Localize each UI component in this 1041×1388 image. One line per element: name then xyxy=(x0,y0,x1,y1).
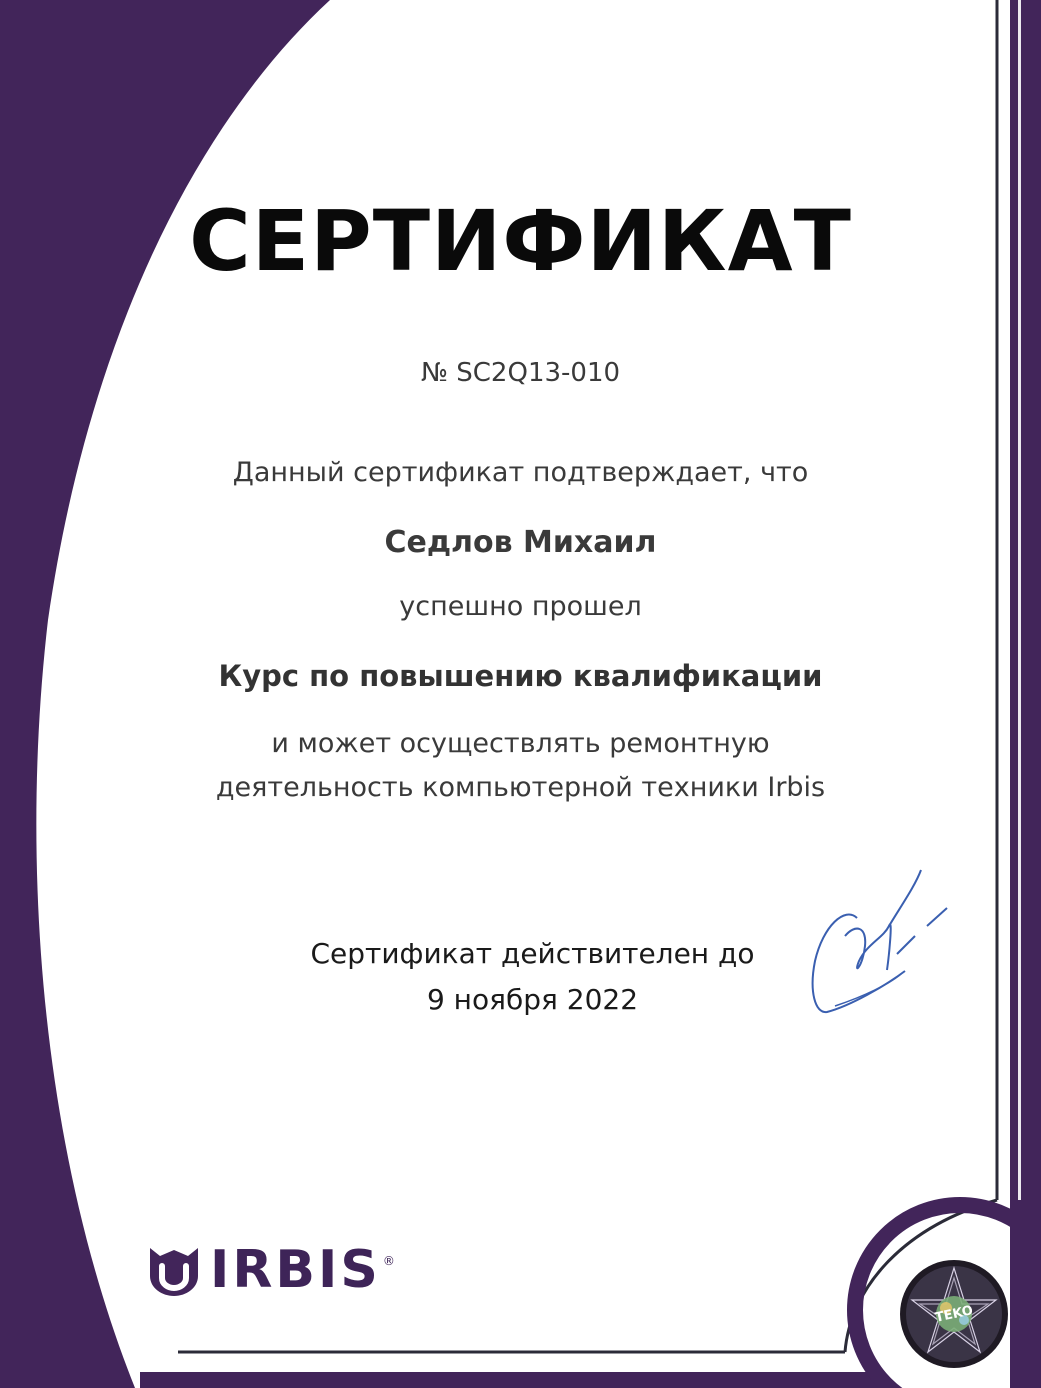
irbis-shield-icon xyxy=(146,1242,202,1298)
certificate-intro: Данный сертификат подтверждает, что xyxy=(232,457,809,488)
recipient-name: Седлов Михаил xyxy=(384,525,657,560)
certificate-number: № SC2Q13-010 xyxy=(420,358,621,388)
bottom-purple-strip xyxy=(140,1372,880,1388)
valid-until-label: Сертификат действителен до xyxy=(310,937,755,970)
signature-icon xyxy=(805,866,955,1026)
description-line-1: и может осуществлять ремонтную xyxy=(271,728,770,759)
course-name: Курс по повышению квалификации xyxy=(218,659,823,693)
certificate-title: СЕРТИФИКАТ xyxy=(189,192,852,290)
svg-text:TEKO: TEKO xyxy=(933,1303,975,1326)
valid-until-date: 9 ноября 2022 xyxy=(426,983,639,1016)
irbis-logo xyxy=(146,1240,395,1300)
logo-text: IRBIS xyxy=(210,1240,381,1300)
registered-mark: ® xyxy=(382,1254,395,1268)
description-line-2: деятельность компьютерной техники Irbis xyxy=(215,772,826,803)
passed-text: успешно прошел xyxy=(399,591,642,622)
hologram-seal-icon xyxy=(898,1258,1010,1370)
corner-fill xyxy=(1010,1200,1041,1388)
